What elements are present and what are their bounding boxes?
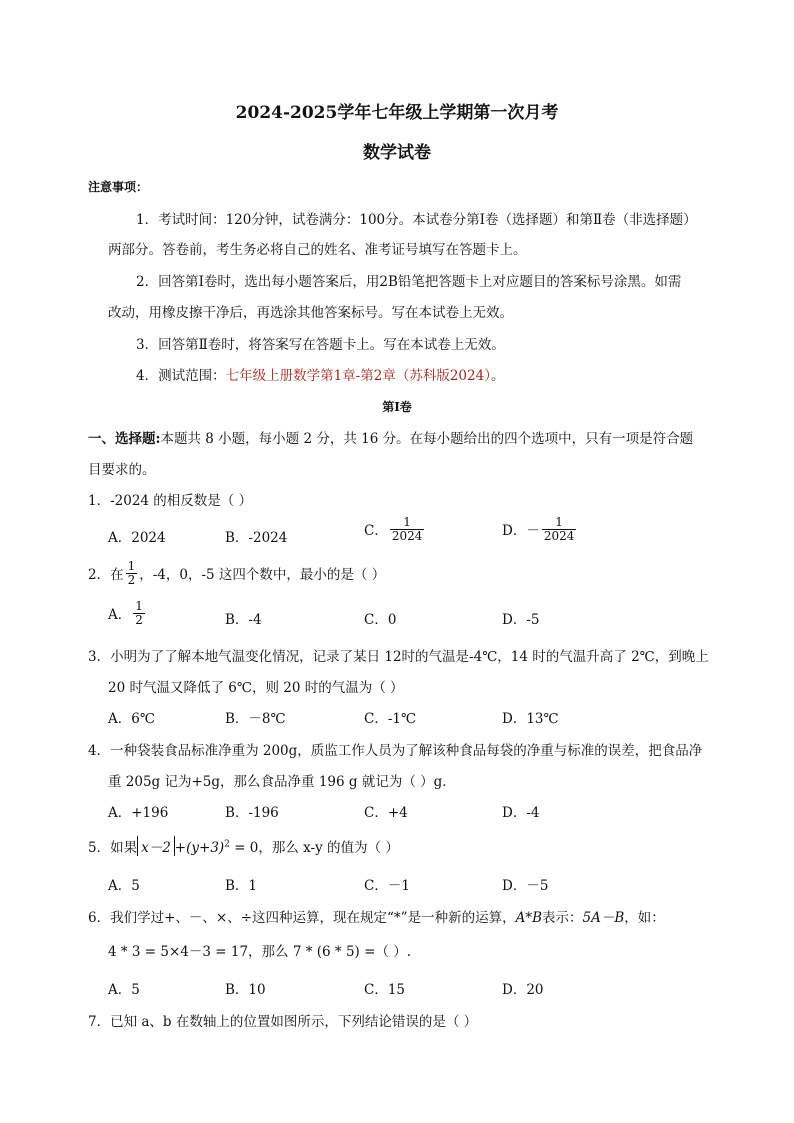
question-3-stem: 3．小明为了了解本地气温变化情况，记录了某日 12时的气温是-4℃，14 时的气温升高了 2℃，到晚上 [88, 649, 709, 665]
part1-description [88, 427, 693, 447]
notice-item-2-cont: 改动，用橡皮擦干净后，再选涂其他答案标号。写在本试卷上无效。 [108, 305, 513, 321]
q3-option-b: B．－8℃ [225, 711, 286, 727]
fraction-denominator: 2 [127, 572, 136, 587]
q5-option-a: A．5 [108, 878, 140, 894]
q6-option-d: D．20 [502, 982, 544, 998]
q5-option-c: C．－1 [364, 878, 410, 894]
q6-operation-definition: 5A－B [582, 910, 625, 926]
q4-option-b: B．-196 [225, 805, 279, 821]
q2-option-a-fraction [133, 600, 145, 626]
notice-item-4-prefix: 4．测试范围： [136, 368, 226, 384]
q1-option-d-label: D．－ [502, 523, 540, 540]
q6-operation-expr: A*B [515, 910, 542, 926]
q1-option-a: A．2024 [108, 530, 166, 546]
part1-desc: 本题共 8 小题，每小题 2 分，共 16 分。在每小题给出的四个选项中，只有一项是符合题 [160, 431, 694, 447]
question-6-example: 4 * 3 = 5×4－3 = 17，那么 7 * (6 * 5) =（ ）. [108, 944, 411, 960]
notice-item-1-cont: 两部分。答卷前，考生务必将自己的姓名、准考证号填写在答题卡上。 [108, 242, 527, 258]
fraction-numerator: 1 [135, 599, 143, 613]
notice-heading: 注意事项： [88, 180, 149, 194]
question-6-stem [88, 906, 665, 926]
q6-option-b: B．10 [225, 982, 266, 998]
question-5-stem [88, 836, 399, 856]
fraction-denominator: 2 [135, 612, 143, 627]
q2-option-b: B．-4 [225, 612, 262, 628]
q1-option-d [502, 516, 578, 542]
question-7-stem: 7．已知 a、b 在数轴上的位置如图所示，下列结论错误的是（ ） [88, 1014, 478, 1030]
page-subtitle: 数学试卷 [363, 143, 431, 163]
question-4-stem: 4．一种袋装食品标准净重为 200g，质监工作人员为了解该种食品每袋的净重与标准的误差，把食品净 [88, 743, 703, 759]
q2-option-a-label: A． [108, 607, 132, 624]
q2-option-c: C．0 [364, 612, 397, 628]
q6-stem-end: ，如： [624, 910, 665, 926]
q3-option-c: C．-1℃ [364, 711, 417, 727]
part1-heading: 一、选择题: [88, 431, 161, 447]
q3-option-a: A．6℃ [108, 711, 155, 727]
q6-option-a: A．5 [108, 982, 140, 998]
q4-option-a: A．+196 [108, 805, 169, 821]
test-range: 七年级上册数学第1章-第2章（苏科版2024） [225, 368, 491, 384]
q5-stem-post: = 0，那么 x-y 的值为（ ） [229, 840, 399, 856]
q1-option-c-fraction [390, 516, 425, 542]
q5-stem-pre: 5．如果 [88, 840, 138, 856]
page-title: 2024-2025学年七年级上学期第一次月考 [235, 103, 559, 123]
absolute-value-expression: x－2 [137, 836, 175, 856]
notice-item-4 [136, 364, 504, 384]
q1-option-c [364, 516, 426, 542]
question-4-stem-cont: 重 205g 记为+5g，那么食品净重 196 g 就记为（ ）g． [108, 774, 456, 790]
notice-item-3: 3．回答第Ⅱ卷时，将答案写在答题卡上。写在本试卷上无效。 [136, 337, 505, 353]
q2-stem-post: ，-4，0，-5 这四个数中，最小的是（ ） [139, 567, 386, 584]
q5-option-d: D．－5 [502, 878, 549, 894]
q1-option-c-label: C． [364, 523, 388, 540]
notice-item-4-suffix: 。 [490, 368, 505, 384]
fraction-numerator: 1 [555, 515, 563, 529]
question-1-stem: 1．-2024 的相反数是（ ） [88, 493, 253, 509]
question-2-stem [88, 560, 385, 586]
section-label: 第Ⅰ卷 [382, 400, 412, 414]
q5-square-term: +(y+3) [174, 840, 225, 856]
q2-stem-fraction [126, 560, 138, 586]
question-3-stem-cont: 20 时气温又降低了 6℃，则 20 时的气温为（ ） [108, 680, 404, 696]
q6-option-c: C．15 [364, 982, 406, 998]
notice-item-1: 1．考试时间：120分钟，试卷满分：100分。本试卷分第Ⅰ卷（选择题）和第Ⅱ卷（非选择题） [136, 212, 697, 228]
fraction-denominator: 2024 [391, 528, 423, 543]
fraction-numerator: 1 [403, 515, 411, 529]
exponent: 2 [224, 839, 230, 850]
q5-option-b: B．1 [225, 878, 258, 894]
fraction-denominator: 2024 [543, 528, 575, 543]
q4-option-d: D．-4 [502, 805, 540, 821]
q4-option-c: C．+4 [364, 805, 408, 821]
part1-description-cont: 目要求的。 [88, 462, 156, 478]
q1-option-d-fraction [542, 516, 577, 542]
q2-stem-pre: 2．在 [88, 567, 124, 584]
notice-item-2: 2．回答第Ⅰ卷时，选出每小题答案后，用2B铅笔把答题卡上对应题目的答案标号涂黑。如需 [136, 274, 682, 290]
q2-option-d: D．-5 [502, 612, 540, 628]
q1-option-b: B．-2024 [225, 530, 288, 546]
q2-option-a [108, 600, 147, 626]
q6-stem-mid: 表示： [542, 910, 583, 926]
q6-stem-pre: 6．我们学过+、－、×、÷这四种运算，现在规定“*”是一种新的运算， [88, 910, 516, 926]
fraction-numerator: 1 [127, 559, 136, 573]
q3-option-d: D．13℃ [502, 711, 559, 727]
